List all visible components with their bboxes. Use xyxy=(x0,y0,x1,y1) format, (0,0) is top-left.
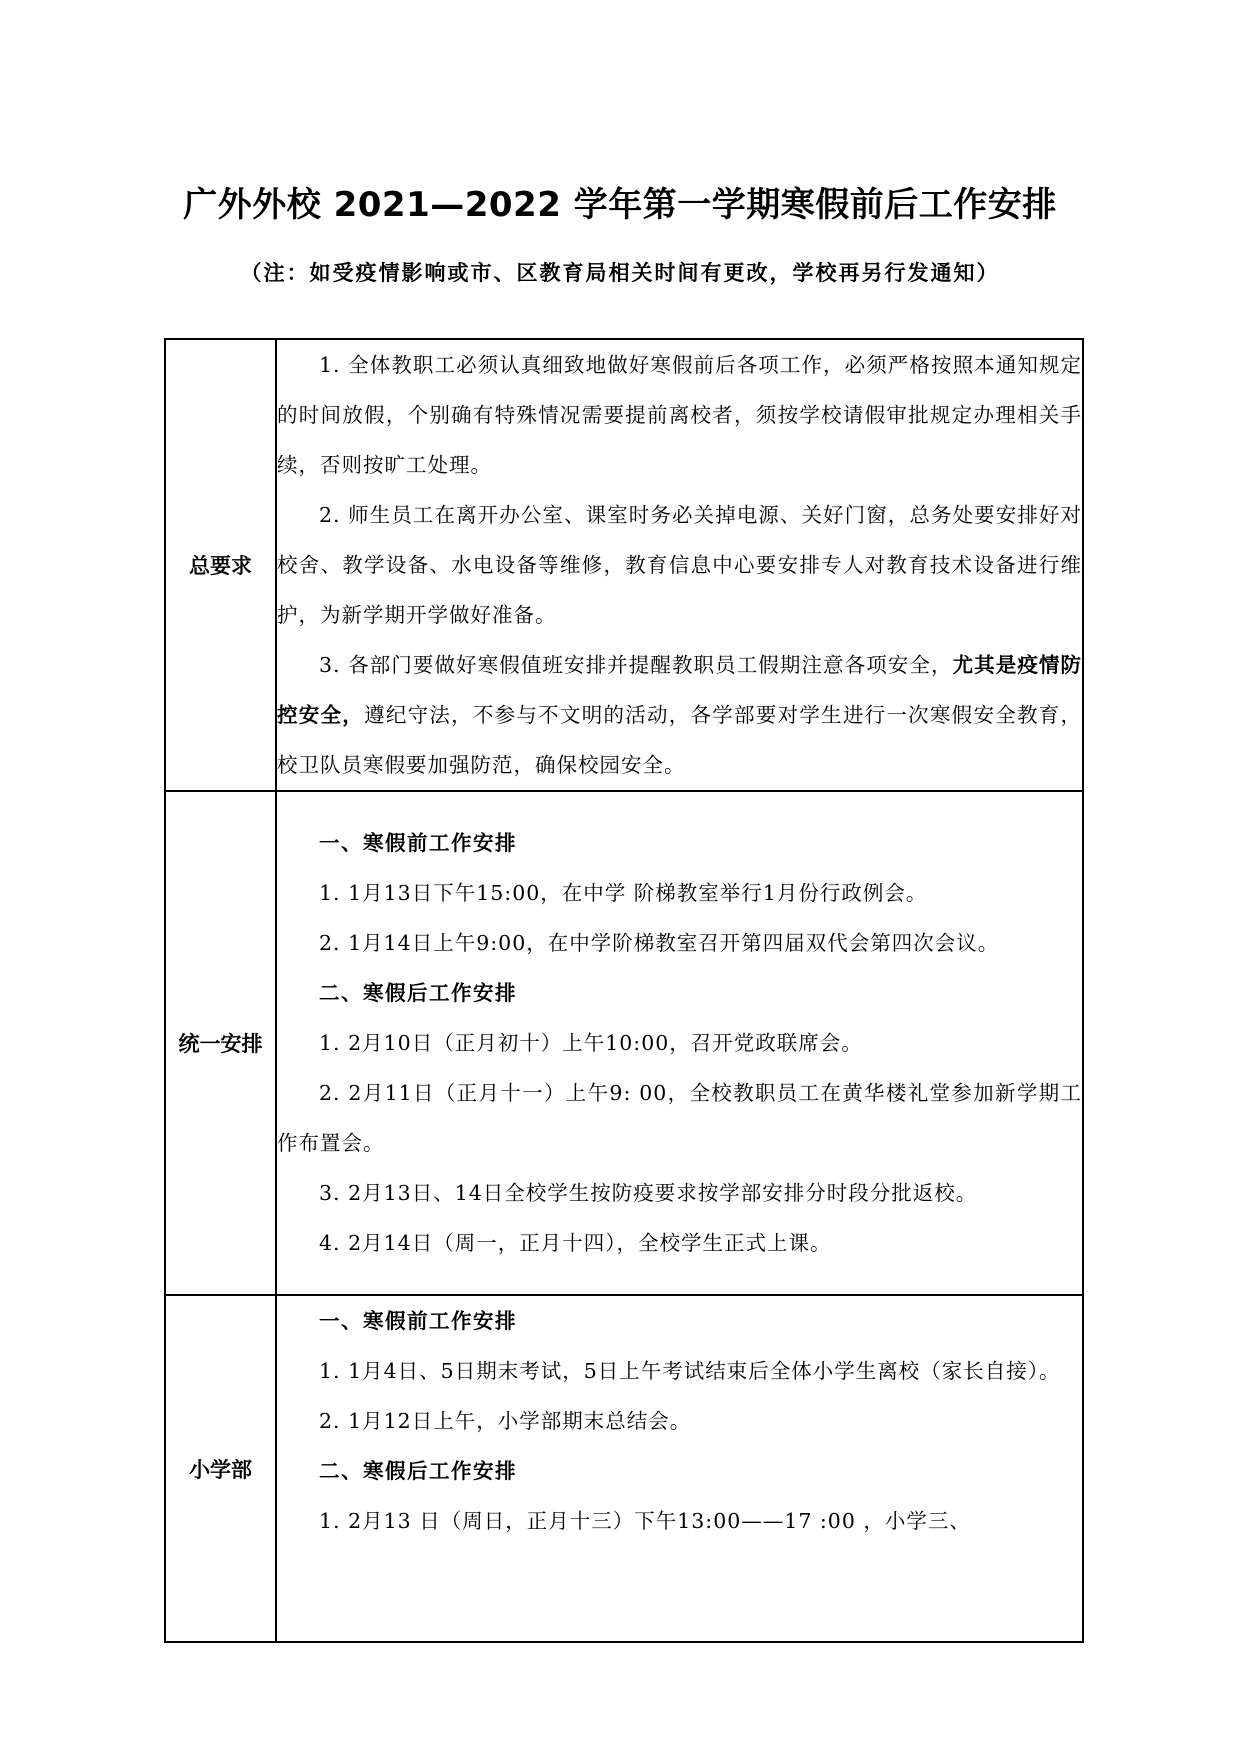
document-note: （注：如受疫情影响或市、区教育局相关时间有更改，学校再另行发通知） xyxy=(240,261,1000,285)
primary-heading-before: 一、寒假前工作安排 xyxy=(319,1309,517,1333)
row-label-unified: 统一安排 xyxy=(165,791,276,1295)
document-title: 广外外校 2021—2022 学年第一学期寒假前后工作安排 xyxy=(183,185,1057,225)
general-item-1: 1. 全体教职工必须认真细致地做好寒假前后各项工作，必须严格按照本通知规定的时间放假，个别确有特殊情况需要提前离校者，须按学校请假审批规定办理相关手续，否则按旷工处理。 xyxy=(277,353,1082,477)
general-item-2: 2. 师生员工在离开办公室、课室时务必关掉电源、关好门窗，总务处要安排好对校舍、教学设备、水电设备等维修，教育信息中心要安排专人对教育技术设备进行维护，为新学期开学做好准备。 xyxy=(277,503,1082,627)
general-item-3-emphasis: 尤其是疫情防控安全， xyxy=(277,653,1083,727)
row-content-primary xyxy=(276,1295,1083,1642)
unified-item-2: 2. 1月14日上午9:00，在中学阶梯教室召开第四届双代会第四次会议。 xyxy=(319,931,1000,955)
table-row xyxy=(165,791,1083,1295)
unified-item-4: 2. 2月11日（正月十一）上午9: 00，全校教职员工在黄华楼礼堂参加新学期工作布置会。 xyxy=(277,1081,1082,1155)
unified-item-3: 1. 2月10日（正月初十）上午10:00，召开党政联席会。 xyxy=(319,1031,863,1055)
unified-item-1: 1. 1月13日下午15:00，在中学 阶梯教室举行1月份行政例会。 xyxy=(319,881,928,905)
row-label-primary: 小学部 xyxy=(165,1295,276,1642)
table-row xyxy=(165,339,1083,791)
row-content-unified xyxy=(276,791,1083,1295)
unified-item-6: 4. 2月14日（周一，正月十四），全校学生正式上课。 xyxy=(319,1231,832,1255)
row-content-general xyxy=(276,339,1083,791)
unified-item-5: 3. 2月13日、14日全校学生按防疫要求按学部安排分时段分批返校。 xyxy=(319,1181,978,1205)
row-label-general: 总要求 xyxy=(165,339,276,791)
general-item-3-text-c: 遵纪守法，不参与不文明的活动，各学部要对学生进行一次寒假安全教育，校卫队员寒假要加强防范，确保校园安全。 xyxy=(277,703,1083,777)
primary-item-2: 2. 1月12日上午，小学部期末总结会。 xyxy=(319,1409,692,1433)
general-item-3-text-a: 3. 各部门要做好寒假值班安排并提醒教职员工假期注意各项安全， xyxy=(319,653,953,677)
unified-heading-after: 二、寒假后工作安排 xyxy=(319,981,517,1005)
primary-item-3: 1. 2月13 日（周日，正月十三）下午13:00——17 :00 ，小学三、 xyxy=(319,1509,971,1533)
unified-heading-before: 一、寒假前工作安排 xyxy=(319,831,517,855)
table-row xyxy=(165,1295,1083,1642)
general-item-3 xyxy=(277,640,1082,790)
primary-heading-after: 二、寒假后工作安排 xyxy=(319,1459,517,1483)
schedule-table xyxy=(164,338,1084,1643)
primary-item-1: 1. 1月4日、5日期末考试，5日上午考试结束后全体小学生离校（家长自接）。 xyxy=(319,1359,1061,1383)
